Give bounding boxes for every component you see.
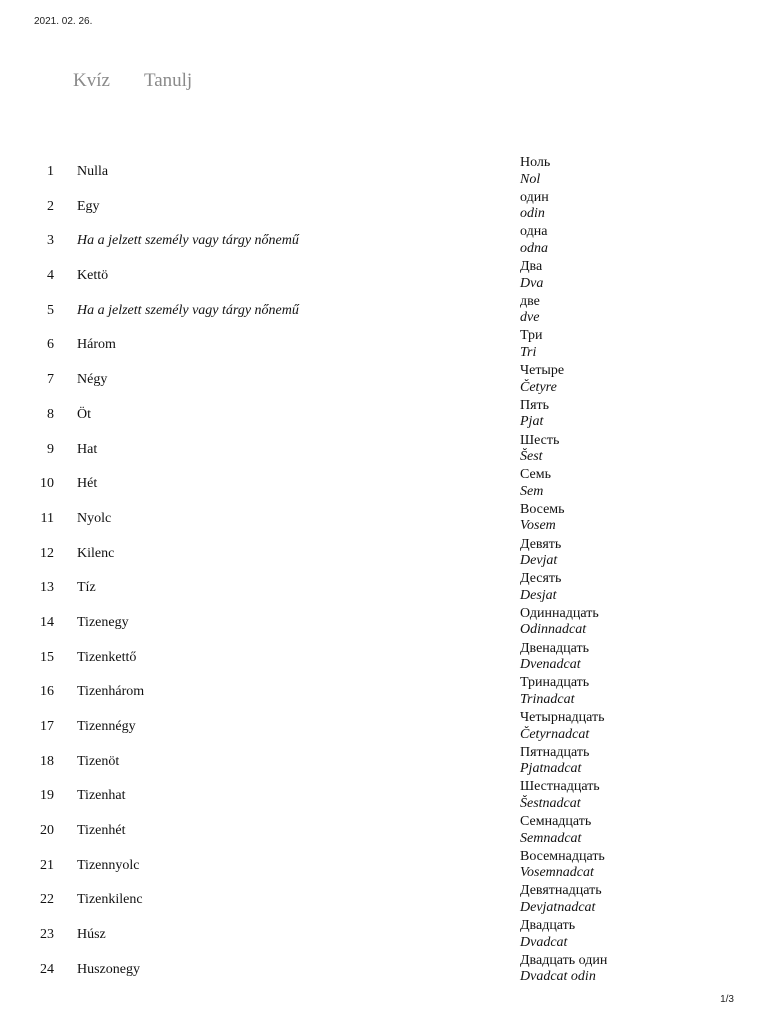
row-number: 19 — [40, 788, 54, 804]
russian-term — [520, 641, 589, 674]
hungarian-word: Nyolc — [77, 510, 112, 526]
russian-cyrillic: Девятнадцать — [520, 883, 602, 899]
vocab-row — [0, 190, 768, 225]
russian-cyrillic: Семь — [520, 467, 551, 483]
hungarian-word: Tíz — [77, 580, 96, 596]
russian-cyrillic: Семнадцать — [520, 814, 592, 830]
russian-transliteration: Pjatnadcat — [520, 761, 582, 777]
row-number: 11 — [40, 510, 54, 526]
russian-transliteration: Šest — [520, 449, 543, 464]
row-number: 13 — [40, 580, 54, 596]
russian-cyrillic: Четырнадцать — [520, 710, 605, 725]
row-number: 15 — [40, 649, 54, 665]
row-number: 8 — [47, 406, 54, 422]
vocab-row — [0, 779, 768, 814]
russian-transliteration: Tri — [520, 344, 537, 360]
vocabulary-list — [0, 155, 768, 988]
row-number: 16 — [40, 684, 54, 700]
russian-term — [520, 745, 589, 778]
russian-transliteration: odin — [520, 206, 545, 222]
row-number: 9 — [47, 441, 54, 457]
russian-transliteration: Devjatnadcat — [520, 899, 596, 915]
hungarian-word: Kettö — [77, 268, 109, 284]
vocab-row — [0, 745, 768, 780]
hungarian-word: Huszonegy — [77, 961, 140, 977]
row-number: 3 — [47, 233, 54, 249]
russian-term — [520, 155, 550, 188]
russian-term — [520, 537, 561, 570]
vocab-row — [0, 675, 768, 710]
russian-transliteration: dve — [520, 310, 540, 326]
vocab-row — [0, 710, 768, 745]
vocab-row — [0, 363, 768, 398]
vocab-row — [0, 155, 768, 190]
hungarian-word: Tizenhárom — [77, 684, 145, 700]
row-number: 17 — [40, 719, 54, 734]
row-number: 5 — [47, 302, 54, 318]
vocab-row — [0, 571, 768, 606]
hungarian-word: Három — [77, 337, 116, 353]
russian-cyrillic: Восемнадцать — [520, 848, 605, 864]
row-number: 14 — [40, 614, 54, 630]
russian-transliteration: Dvadcat — [520, 934, 568, 950]
hungarian-word: Négy — [77, 372, 108, 388]
row-number: 2 — [47, 198, 54, 214]
page-number: 1/3 — [720, 994, 734, 1005]
hungarian-word: Tizenegy — [77, 614, 129, 630]
row-number: 23 — [40, 927, 54, 943]
russian-term — [520, 398, 549, 431]
row-number: 10 — [40, 476, 54, 492]
russian-transliteration: Vosemnadcat — [520, 865, 594, 881]
russian-term — [520, 502, 565, 535]
nav-link-learn[interactable]: Tanulj — [143, 70, 193, 91]
russian-cyrillic: Тринадцать — [520, 675, 590, 691]
russian-transliteration: Desjat — [520, 587, 557, 603]
row-number: 12 — [40, 545, 54, 561]
russian-transliteration: Pjat — [520, 414, 544, 430]
russian-transliteration: odna — [520, 240, 548, 256]
russian-term — [520, 190, 549, 223]
russian-cyrillic: Десять — [520, 571, 562, 587]
russian-term — [520, 849, 605, 882]
russian-transliteration: Odinnadcat — [520, 622, 587, 638]
row-number: 18 — [40, 753, 54, 769]
vocab-row — [0, 433, 768, 468]
vocab-row — [0, 467, 768, 502]
vocab-row — [0, 814, 768, 849]
russian-cyrillic: Два — [520, 259, 543, 275]
hungarian-note: Ha a jelzett személy vagy tárgy nőnemű — [77, 302, 299, 318]
hungarian-word: Tizenhét — [77, 823, 126, 839]
vocab-row — [0, 224, 768, 259]
hungarian-word: Hat — [77, 441, 98, 457]
hungarian-word: Egy — [77, 198, 100, 214]
hungarian-word: Nulla — [77, 164, 109, 179]
russian-cyrillic: Ноль — [520, 155, 551, 170]
russian-cyrillic: Двадцать — [520, 918, 576, 934]
russian-cyrillic: Двенадцать — [520, 640, 589, 656]
russian-cyrillic: Пятнадцать — [520, 744, 590, 760]
russian-cyrillic: две — [520, 293, 540, 309]
nav-link-quiz[interactable]: Kvíz — [73, 70, 110, 91]
russian-transliteration: Nol — [520, 171, 541, 187]
russian-transliteration: Četyre — [520, 379, 557, 395]
hungarian-word: Hét — [77, 476, 98, 492]
vocab-row — [0, 849, 768, 884]
russian-transliteration: Dvadcat odin — [520, 969, 596, 985]
row-number: 1 — [47, 164, 54, 179]
russian-term — [520, 363, 564, 396]
russian-term — [520, 259, 543, 292]
hungarian-word: Öt — [77, 406, 91, 422]
vocab-row — [0, 883, 768, 918]
vocab-row — [0, 502, 768, 537]
vocab-row — [0, 398, 768, 433]
russian-cyrillic: одна — [520, 224, 548, 240]
russian-transliteration: Dva — [520, 275, 544, 291]
row-number: 22 — [40, 892, 54, 908]
russian-term — [520, 294, 540, 327]
russian-cyrillic: Девять — [520, 536, 562, 552]
row-number: 6 — [47, 337, 54, 353]
hungarian-word: Tizenhat — [77, 788, 126, 804]
hungarian-word: Tizennyolc — [77, 857, 140, 873]
hungarian-word: Tizenöt — [77, 753, 120, 769]
hungarian-word: Tizenkettő — [77, 649, 137, 665]
russian-transliteration: Trinadcat — [520, 691, 575, 707]
russian-cyrillic: Шесть — [520, 432, 560, 448]
row-number: 4 — [47, 268, 54, 284]
russian-term — [520, 953, 607, 986]
russian-term — [520, 710, 605, 743]
russian-term — [520, 224, 548, 257]
russian-term — [520, 779, 600, 812]
russian-transliteration: Četyrnadcat — [520, 726, 590, 742]
hungarian-note: Ha a jelzett személy vagy tárgy nőnemű — [77, 233, 299, 249]
russian-term — [520, 675, 589, 708]
russian-cyrillic: Шестнадцать — [520, 779, 600, 795]
russian-term — [520, 571, 561, 604]
vocab-row — [0, 918, 768, 953]
russian-cyrillic: один — [520, 189, 549, 205]
row-number: 21 — [40, 857, 54, 873]
russian-term — [520, 467, 551, 500]
russian-term — [520, 328, 543, 361]
vocab-row — [0, 294, 768, 329]
russian-transliteration: Semnadcat — [520, 830, 582, 846]
russian-term — [520, 883, 602, 916]
russian-transliteration: Šestnadcat — [520, 795, 581, 811]
hungarian-word: Húsz — [77, 927, 106, 943]
russian-term — [520, 918, 575, 951]
russian-transliteration: Devjat — [520, 553, 558, 569]
print-date: 2021. 02. 26. — [34, 16, 93, 27]
russian-transliteration: Dvenadcat — [520, 657, 581, 673]
nav-bar — [73, 70, 192, 92]
russian-cyrillic: Одиннадцать — [520, 605, 599, 621]
vocab-row — [0, 953, 768, 988]
vocab-row — [0, 537, 768, 572]
row-number: 7 — [47, 372, 54, 388]
russian-transliteration: Sem — [520, 483, 544, 499]
hungarian-word: Tizenkilenc — [77, 892, 143, 908]
russian-term — [520, 606, 599, 639]
vocab-row — [0, 606, 768, 641]
vocab-row — [0, 328, 768, 363]
russian-transliteration: Vosem — [520, 518, 556, 534]
russian-cyrillic: Четыре — [520, 363, 565, 379]
row-number: 24 — [40, 961, 54, 977]
russian-term — [520, 433, 559, 466]
hungarian-word: Tizennégy — [77, 719, 136, 734]
vocab-row — [0, 641, 768, 676]
russian-term — [520, 814, 591, 847]
russian-cyrillic: Двадцать один — [520, 952, 608, 968]
row-number: 20 — [40, 823, 54, 839]
russian-cyrillic: Восемь — [520, 501, 565, 517]
vocab-row — [0, 259, 768, 294]
russian-cyrillic: Три — [520, 328, 543, 344]
hungarian-word: Kilenc — [77, 545, 115, 561]
russian-cyrillic: Пять — [520, 397, 550, 413]
